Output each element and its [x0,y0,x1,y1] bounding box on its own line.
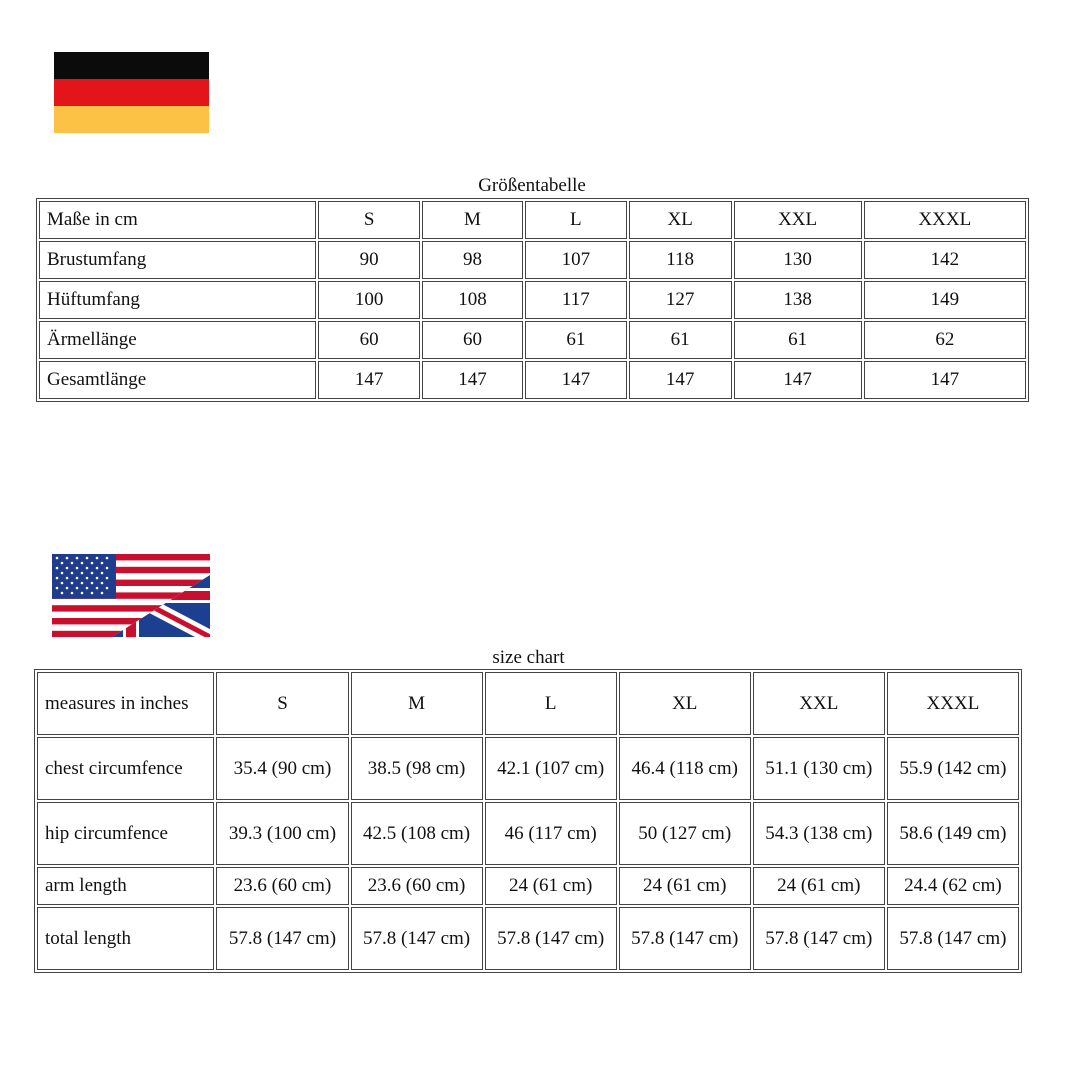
table-cell: 118 [629,241,732,279]
table-cell: 147 [422,361,523,399]
table-cell: 57.8 (147 cm) [351,907,483,970]
table-cell: 24.4 (62 cm) [887,867,1019,905]
table-cell: 46 (117 cm) [485,802,617,865]
table-header-row [37,672,1019,735]
table-cell: 35.4 (90 cm) [216,737,348,800]
table-cell: 23.6 (60 cm) [351,867,483,905]
header-cell: XXXL [864,201,1026,239]
row-label: total length [37,907,214,970]
table-cell: 61 [734,321,862,359]
us-uk-flag-icon [52,554,210,637]
row-label: arm length [37,867,214,905]
table-cell: 149 [864,281,1026,319]
table-row [39,241,1026,279]
header-cell: XXL [734,201,862,239]
row-label: Ärmellänge [39,321,316,359]
table-cell: 61 [525,321,627,359]
table-cell: 39.3 (100 cm) [216,802,348,865]
header-cell: measures in inches [37,672,214,735]
table-row [37,802,1019,865]
table-cell: 130 [734,241,862,279]
table-cell: 60 [422,321,523,359]
flag-stripe-gold [54,106,209,133]
table-cell: 147 [629,361,732,399]
table-cell: 100 [318,281,420,319]
table-cell: 54.3 (138 cm) [753,802,885,865]
table-cell: 55.9 (142 cm) [887,737,1019,800]
german-flag-icon [54,52,209,133]
header-cell: XL [619,672,751,735]
table-cell: 107 [525,241,627,279]
table-cell: 51.1 (130 cm) [753,737,885,800]
table-cell: 61 [629,321,732,359]
table-row [39,281,1026,319]
header-cell: XL [629,201,732,239]
table-cell: 60 [318,321,420,359]
en-table-caption: size chart [492,647,565,668]
row-label: Brustumfang [39,241,316,279]
row-label: Hüftumfang [39,281,316,319]
table-row [37,907,1019,970]
de-size-table [36,198,1029,402]
table-cell: 23.6 (60 cm) [216,867,348,905]
table-cell: 42.1 (107 cm) [485,737,617,800]
table-cell: 24 (61 cm) [485,867,617,905]
table-cell: 50 (127 cm) [619,802,751,865]
table-cell: 62 [864,321,1026,359]
table-cell: 142 [864,241,1026,279]
table-cell: 42.5 (108 cm) [351,802,483,865]
table-cell: 24 (61 cm) [753,867,885,905]
table-cell: 147 [318,361,420,399]
table-row [39,361,1026,399]
header-cell: Maße in cm [39,201,316,239]
table-cell: 147 [864,361,1026,399]
header-cell: S [318,201,420,239]
table-cell: 57.8 (147 cm) [216,907,348,970]
table-row [39,321,1026,359]
table-cell: 57.8 (147 cm) [753,907,885,970]
header-cell: S [216,672,348,735]
header-cell: XXXL [887,672,1019,735]
table-cell: 117 [525,281,627,319]
table-cell: 98 [422,241,523,279]
table-row [37,737,1019,800]
de-table-caption: Größentabelle [478,175,586,196]
table-cell: 147 [734,361,862,399]
header-cell: XXL [753,672,885,735]
table-cell: 90 [318,241,420,279]
header-cell: M [422,201,523,239]
table-cell: 58.6 (149 cm) [887,802,1019,865]
table-cell: 108 [422,281,523,319]
table-cell: 138 [734,281,862,319]
table-cell: 24 (61 cm) [619,867,751,905]
en-size-table [34,669,1022,973]
table-cell: 57.8 (147 cm) [485,907,617,970]
header-cell: M [351,672,483,735]
table-cell: 57.8 (147 cm) [619,907,751,970]
flag-stripe-red [54,79,209,106]
row-label: chest circumfence [37,737,214,800]
header-cell: L [525,201,627,239]
table-cell: 127 [629,281,732,319]
table-cell: 147 [525,361,627,399]
row-label: hip circumfence [37,802,214,865]
table-header-row [39,201,1026,239]
table-cell: 38.5 (98 cm) [351,737,483,800]
table-row [37,867,1019,905]
flag-stripe-black [54,52,209,79]
row-label: Gesamtlänge [39,361,316,399]
header-cell: L [485,672,617,735]
table-cell: 57.8 (147 cm) [887,907,1019,970]
table-cell: 46.4 (118 cm) [619,737,751,800]
